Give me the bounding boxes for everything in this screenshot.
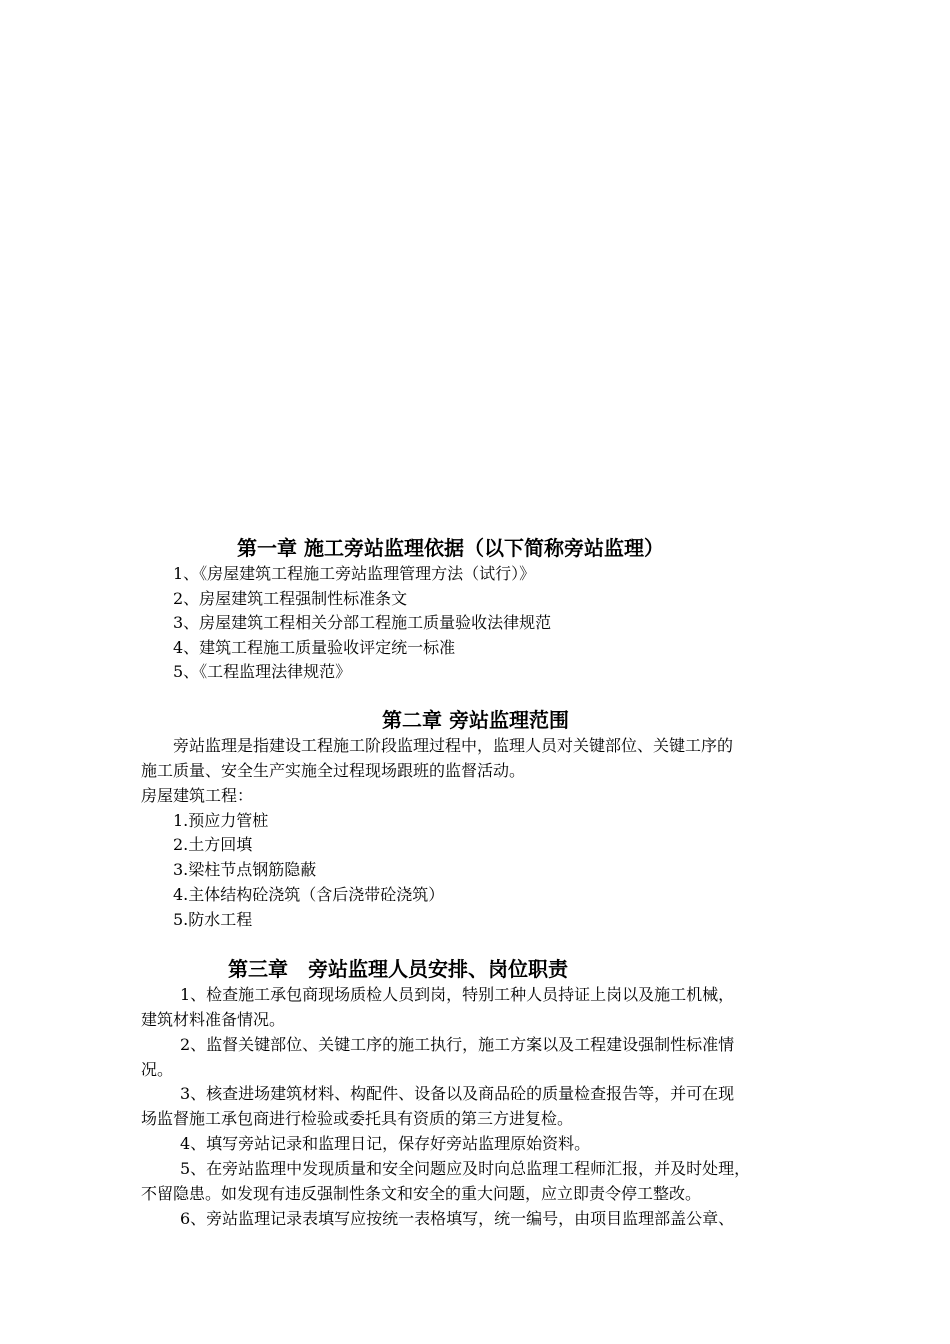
- chapter-2-item: 2.土方回填: [173, 835, 253, 854]
- chapter-1-item: 4、建筑工程施工质量验收评定统一标准: [173, 638, 456, 657]
- chapter-2-item: 1.预应力管桩: [173, 811, 269, 830]
- chapter-2-intro: 施工质量、安全生产实施全过程现场跟班的监督活动。: [141, 761, 526, 780]
- chapter-3-line: 2、监督关键部位、关键工序的施工执行，施工方案以及工程建设强制性标准情: [180, 1035, 735, 1054]
- chapter-3-line: 3、核查进场建筑材料、构配件、设备以及商品砼的质量检查报告等，并可在现: [180, 1084, 735, 1103]
- chapter-3-line: 6、旁站监理记录表填写应按统一表格填写，统一编号，由项目监理部盖公章、: [180, 1209, 735, 1228]
- chapter-3-line: 4、填写旁站记录和监理日记，保存好旁站监理原始资料。: [180, 1134, 591, 1153]
- chapter-2-title: 第二章 旁站监理范围: [382, 708, 569, 732]
- chapter-2-item: 5.防水工程: [173, 910, 253, 929]
- chapter-2-subheading: 房屋建筑工程：: [141, 786, 254, 805]
- chapter-2-item: 4.主体结构砼浇筑（含后浇带砼浇筑）: [173, 885, 445, 904]
- chapter-3-line: 建筑材料准备情况。: [141, 1010, 286, 1029]
- chapter-3-line: 场监督施工承包商进行检验或委托具有资质的第三方进复检。: [141, 1109, 574, 1128]
- chapter-2-intro: 旁站监理是指建设工程施工阶段监理过程中，监理人员对关键部位、关键工序的: [173, 736, 734, 755]
- chapter-1-title: 第一章 施工旁站监理依据（以下简称旁站监理）: [237, 536, 664, 560]
- chapter-1-item: 1、《房屋建筑工程施工旁站监理管理方法（试行）》: [173, 564, 536, 583]
- chapter-3-title: 第三章 旁站监理人员安排、岗位职责: [228, 957, 568, 981]
- chapter-1-item: 2、房屋建筑工程强制性标准条文: [173, 589, 408, 608]
- chapter-1-item: 5、《工程监理法律规范》: [173, 662, 352, 681]
- chapter-2-item: 3.梁柱节点钢筋隐蔽: [173, 860, 317, 879]
- chapter-3-line: 不留隐患。如发现有违反强制性条文和安全的重大问题，应立即责令停工整改。: [141, 1184, 702, 1203]
- chapter-3-line: 1、检查施工承包商现场质检人员到岗，特别工种人员持证上岗以及施工机械，: [180, 985, 735, 1004]
- chapter-3-line: 5、在旁站监理中发现质量和安全问题应及时向总监理工程师汇报，并及时处理，: [180, 1159, 751, 1178]
- chapter-1-item: 3、房屋建筑工程相关分部工程施工质量验收法律规范: [173, 613, 552, 632]
- chapter-3-line: 况。: [141, 1060, 174, 1079]
